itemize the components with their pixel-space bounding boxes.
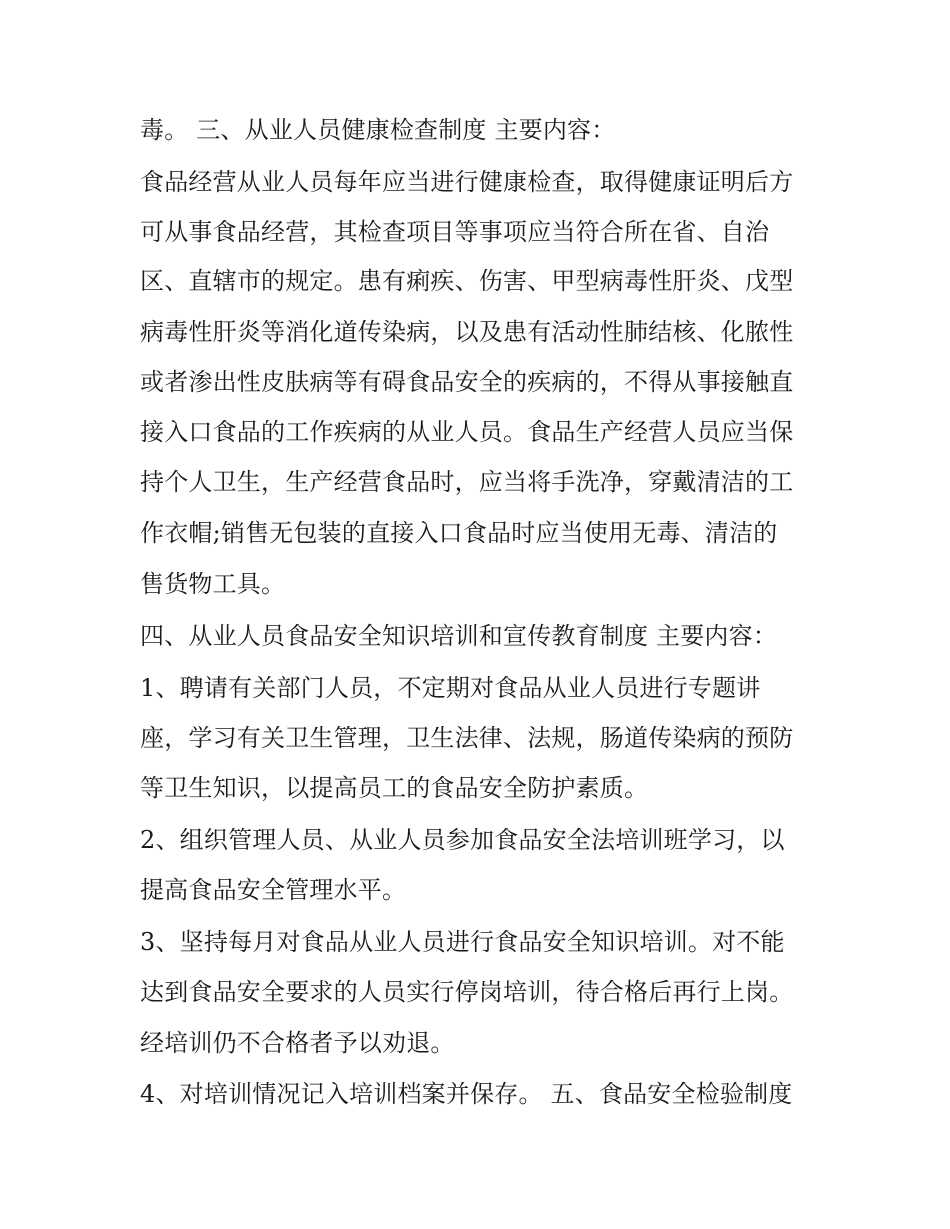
section-heading: 四、从业人员食品安全知识培训和宣传教育制度 主要内容：	[140, 622, 778, 650]
text-line: 作衣帽;销售无包装的直接入口食品时应当使用无毒、清洁的	[140, 519, 778, 547]
text-line: 售货物工具。	[140, 570, 286, 598]
text-line: 食品经营从业人员每年应当进行健康检查，取得健康证明后方	[140, 168, 794, 196]
text-line: 区、直辖市的规定。患有痢疾、伤害、甲型病毒性肝炎、戊型	[140, 267, 794, 295]
text-line: 达到食品安全要求的人员实行停岗培训，待合格后再行上岗。	[140, 978, 794, 1006]
text-line: 病毒性肝炎等消化道传染病，以及患有活动性肺结核、化脓性	[140, 318, 794, 346]
text-line: 可从事食品经营，其检查项目等事项应当符合所在省、自治	[140, 218, 770, 246]
text-line: 经培训仍不合格者予以劝退。	[140, 1029, 455, 1057]
text-line: 座，学习有关卫生管理，卫生法律、法规，肠道传染病的预防	[140, 724, 794, 752]
text-line: 毒。 三、从业人员健康检查制度 主要内容：	[140, 116, 616, 144]
text-line: 等卫生知识，以提高员工的食品安全防护素质。	[140, 774, 649, 802]
text-line: 持个人卫生，生产经营食品时，应当将手洗净，穿戴清洁的工	[140, 468, 794, 496]
text-line: 3、坚持每月对食品从业人员进行食品安全知识培训。对不能	[140, 928, 785, 956]
text-line: 1、聘请有关部门人员，不定期对食品从业人员进行专题讲	[140, 674, 761, 702]
text-line: 4、对培训情况记入培训档案并保存。 五、食品安全检验制度	[140, 1080, 793, 1108]
text-line: 或者渗出性皮肤病等有碍食品安全的疾病的，不得从事接触直	[140, 368, 794, 396]
text-line: 2、组织管理人员、从业人员参加食品安全法培训班学习，以	[140, 826, 785, 854]
text-line: 提高食品安全管理水平。	[140, 876, 407, 904]
text-line: 接入口食品的工作疾病的从业人员。食品生产经营人员应当保	[140, 418, 794, 446]
